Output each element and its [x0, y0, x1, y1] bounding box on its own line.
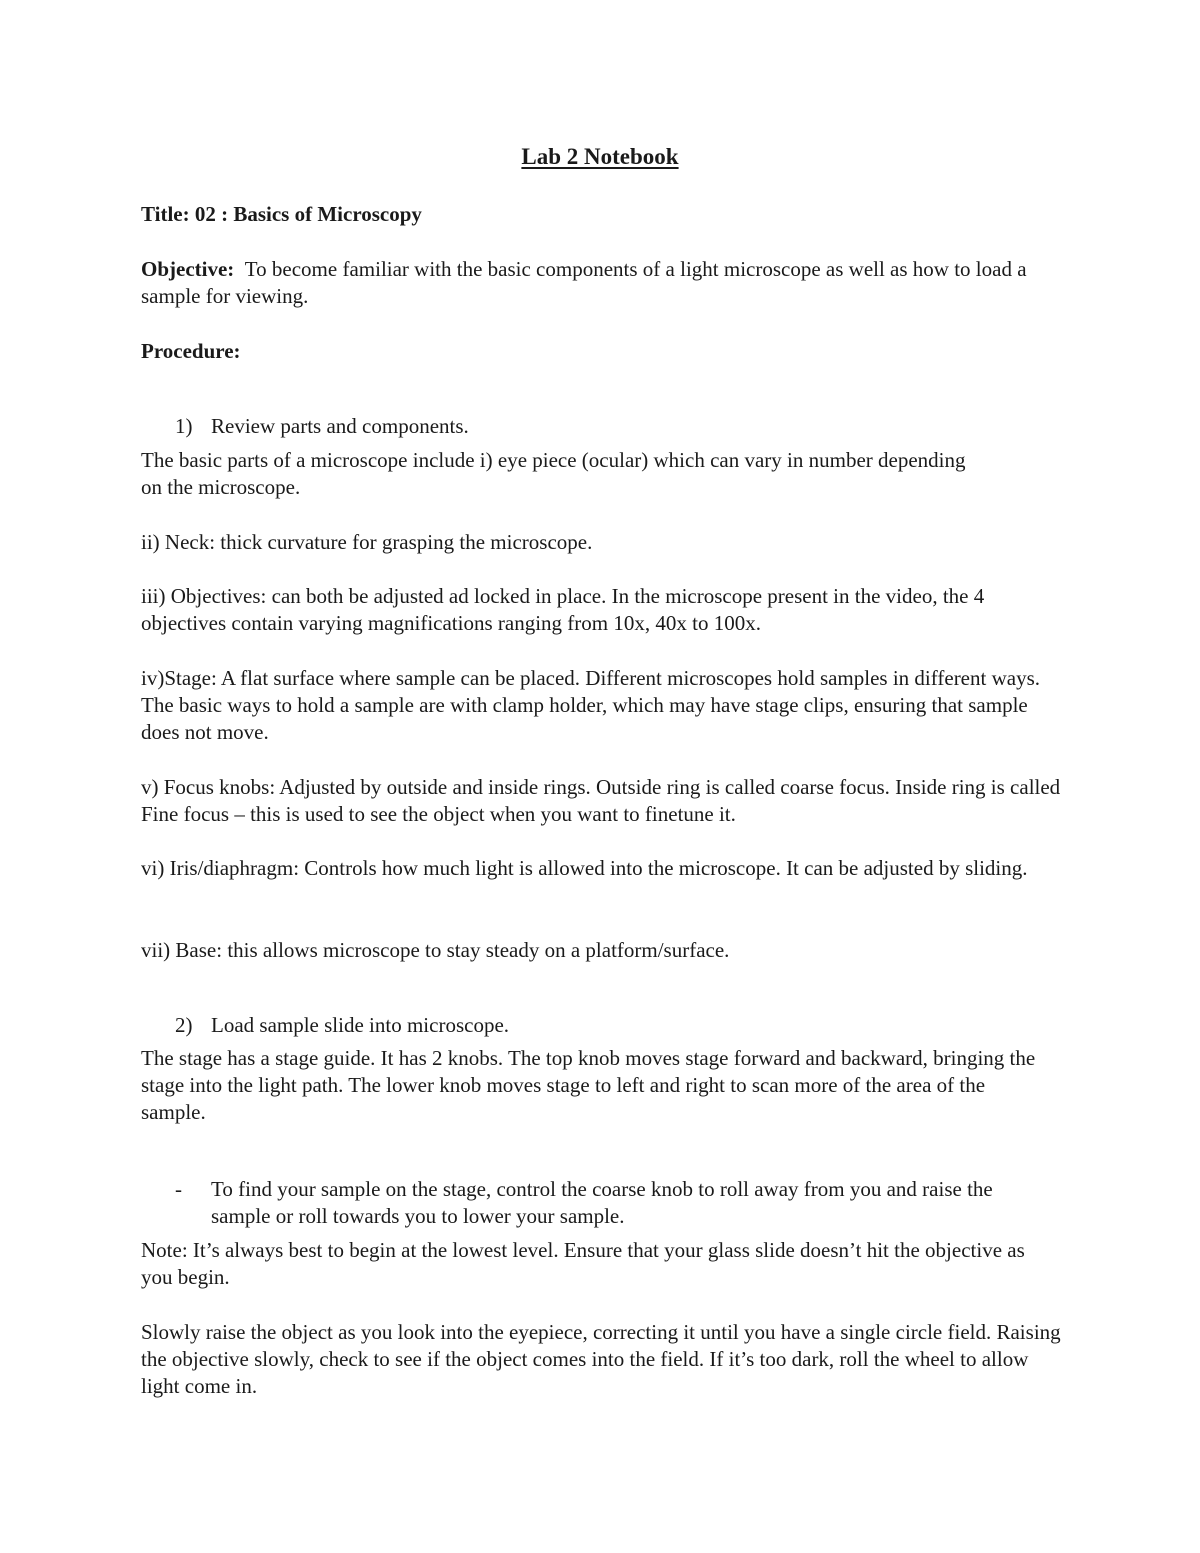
- neck-paragraph: ii) Neck: thick curvature for grasping the microscope.: [141, 530, 593, 554]
- objectives-paragraph: iii) Objectives: can both be adjusted ad locked in place. In the microscope present in the video, the 4 objectives contain varying magnifications ranging from 10x, 40x to 100x.: [141, 584, 985, 635]
- note-paragraph: Note: It’s always best to begin at the lowest level. Ensure that your glass slide doesn’t hit the objective as you begin.: [141, 1238, 1025, 1289]
- objective-label: Objective:: [141, 257, 235, 281]
- base-paragraph: vii) Base: this allows microscope to stay steady on a platform/surface.: [141, 938, 730, 962]
- focus-knobs-paragraph: v) Focus knobs: Adjusted by outside and inside rings. Outside ring is called coarse focus. Inside ring is called Fine focus – this is used to see the object when you want to finetune it.: [141, 775, 1061, 826]
- step-2-number: 2): [175, 1013, 193, 1037]
- bullet-item: [175, 1176, 1075, 1230]
- slowly-raise-paragraph: Slowly raise the object as you look into the eyepiece, correcting it until you have a single circle field. Raising the objective slowly, check to see if the object comes into the field. If it’s too dark, roll the wheel to allow light come in.: [141, 1320, 1061, 1398]
- objective-text: To become familiar with the basic components of a light microscope as well as how to load a sample for viewing.: [141, 257, 1027, 308]
- step-2: [175, 1012, 1075, 1039]
- procedure-label: Procedure:: [141, 339, 241, 363]
- stage-paragraph: iv)Stage: A flat surface where sample can be placed. Different microscopes hold samples in different ways. The basic ways to hold a sample are with clamp holder, which may have stage clips, ensuring that sample does not move.: [141, 666, 1041, 744]
- step-1: [175, 413, 1075, 440]
- bullet-marker: -: [175, 1177, 182, 1201]
- step-2-text: Load sample slide into microscope.: [211, 1013, 510, 1037]
- lab-title: Title: 02 : Basics of Microscopy: [141, 202, 422, 226]
- step-1-number: 1): [175, 414, 193, 438]
- bullet-text: To find your sample on the stage, control the coarse knob to roll away from you and raise the sample or roll towards you to lower your sample.: [211, 1177, 993, 1228]
- step-1-text: Review parts and components.: [211, 414, 469, 438]
- stage-guide-paragraph: The stage has a stage guide. It has 2 knobs. The top knob moves stage forward and backward, bringing the stage into the light path. The lower knob moves stage to left and right to scan more of the area of the sample.: [141, 1046, 1036, 1124]
- basic-parts-paragraph: The basic parts of a microscope include i) eye piece (ocular) which can vary in number depending on the microscope.: [141, 448, 966, 499]
- iris-paragraph: vi) Iris/diaphragm: Controls how much light is allowed into the microscope. It can be adjusted by sliding.: [141, 856, 1028, 880]
- objective-paragraph: [141, 256, 1071, 310]
- page-title: Lab 2 Notebook: [521, 144, 679, 169]
